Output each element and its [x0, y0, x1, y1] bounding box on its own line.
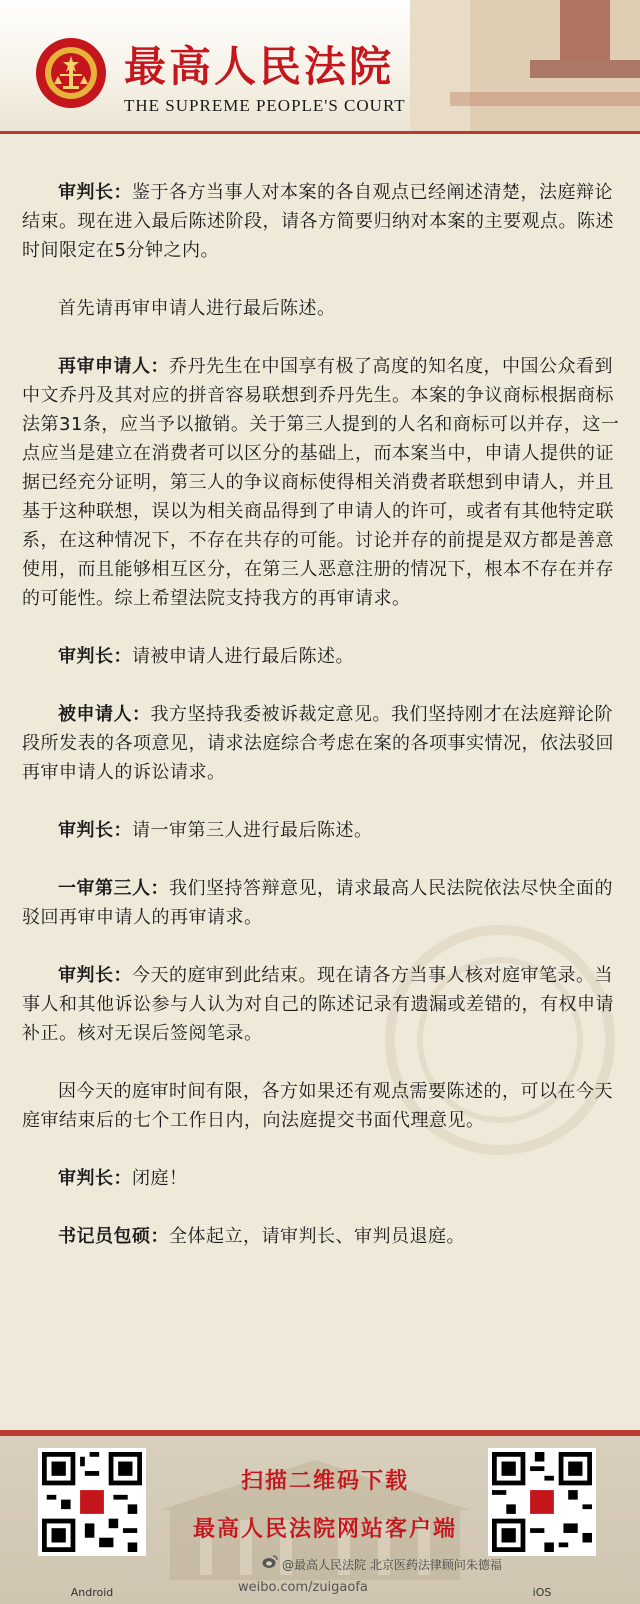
speaker-label: 被申请人： [58, 704, 151, 725]
transcript-paragraph [22, 700, 620, 787]
paragraph-text: 我方坚持我委被诉裁定意见。我们坚持刚才在法庭辩论阶段所发表的各项意见，请求法庭综合考虑在案的各项事实情况，依法驳回再审申请人的诉讼请求。 [22, 704, 614, 783]
gavel-decoration-icon [410, 0, 640, 134]
transcript-paragraph [22, 642, 620, 671]
speaker-label: 书记员包硕： [58, 1226, 169, 1247]
transcript-paragraph [22, 178, 620, 265]
ios-qr-code-icon[interactable] [488, 1448, 596, 1556]
download-prompt: 扫描二维码下载 [240, 1469, 409, 1494]
footer-divider [0, 1430, 640, 1436]
speaker-label: 一审第三人： [58, 878, 169, 899]
header-divider [0, 131, 640, 134]
footer-banner [0, 1430, 640, 1604]
paragraph-text: 请一审第三人进行最后陈述。 [132, 820, 373, 841]
paragraph-text: 首先请再审申请人进行最后陈述。 [58, 298, 336, 319]
paragraph-text: 乔丹先生在中国享有极了高度的知名度，中国公众看到中文乔丹及其对应的拼音容易联想到乔丹先生。本案的争议商标根据商标法第31条，应当予以撤销。关于第三人提到的人名和商标可以并存，这一点应当是建立在消费者可以区分的基础上，而本案当中，申请人提供的证据已经充分证明，第三人的争议商标使得相关消费者联想到申请人，并且基于这种联想，误以为相关商品得到了申请人的许可，或者有其他特定联系，在这种情况下，不存在共存的可能。讨论并存的前提是双方都是善意使用，而且能够相互区分，在第三人恶意注册的情况下，根本不存在并存的可能性。综上希望法院支持我方的再审请求。 [22, 356, 620, 609]
paragraph-text: 我们坚持答辩意见，请求最高人民法院依法尽快全面的驳回再审申请人的再审请求。 [22, 878, 613, 928]
weibo-icon [262, 1555, 278, 1569]
transcript-paragraph [22, 1222, 620, 1251]
transcript-paragraph [22, 1077, 620, 1135]
court-subtitle: THE SUPREME PEOPLE'S COURT [124, 96, 406, 115]
speaker-label: 审判长： [58, 965, 132, 986]
speaker-label: 审判长： [58, 182, 132, 203]
speaker-label: 再审申请人： [58, 356, 169, 377]
android-qr-code-icon[interactable] [38, 1448, 146, 1556]
court-title: 最高人民法院 [124, 42, 395, 91]
paragraph-text: 请被申请人进行最后陈述。 [132, 646, 354, 667]
paragraph-text: 因今天的庭审时间有限，各方如果还有观点需要陈述的，可以在今天庭审结束后的七个工作日内，向法庭提交书面代理意见。 [22, 1081, 613, 1131]
paragraph-text: 闭庭！ [132, 1168, 188, 1189]
transcript-paragraph [22, 816, 620, 845]
paragraph-text: 今天的庭审到此结束。现在请各方当事人核对庭审笔录。当事人和其他诉讼参与人认为对自己的陈述记录有遗漏或差错的，有权申请补正。核对无误后签阅笔录。 [22, 965, 614, 1044]
transcript-paragraph [22, 1164, 620, 1193]
weibo-url[interactable]: weibo.com/zuigaofa [238, 1580, 368, 1595]
weibo-handle: @最高人民法院 北京医药法律顾问朱德福 [282, 1558, 502, 1572]
speaker-label: 审判长： [58, 646, 132, 667]
transcript-paragraph [22, 874, 620, 932]
header-banner [0, 0, 640, 134]
transcript-paragraph [22, 352, 620, 613]
speaker-label: 审判长： [58, 820, 132, 841]
transcript-paragraph [22, 294, 620, 323]
paragraph-text: 全体起立，请审判长、审判员退庭。 [169, 1226, 465, 1247]
app-name: 最高人民法院网站客户端 [192, 1517, 457, 1542]
paragraph-text: 鉴于各方当事人对本案的各自观点已经阐述清楚，法庭辩论结束。现在进入最后陈述阶段，请各方简要归纳对本案的主要观点。陈述时间限定在5分钟之内。 [22, 182, 614, 261]
transcript [22, 178, 620, 1280]
ios-label: iOS [532, 1586, 552, 1599]
android-label: Android [70, 1586, 114, 1599]
speaker-label: 审判长： [58, 1168, 132, 1189]
transcript-paragraph [22, 961, 620, 1048]
court-emblem-icon [34, 36, 108, 110]
